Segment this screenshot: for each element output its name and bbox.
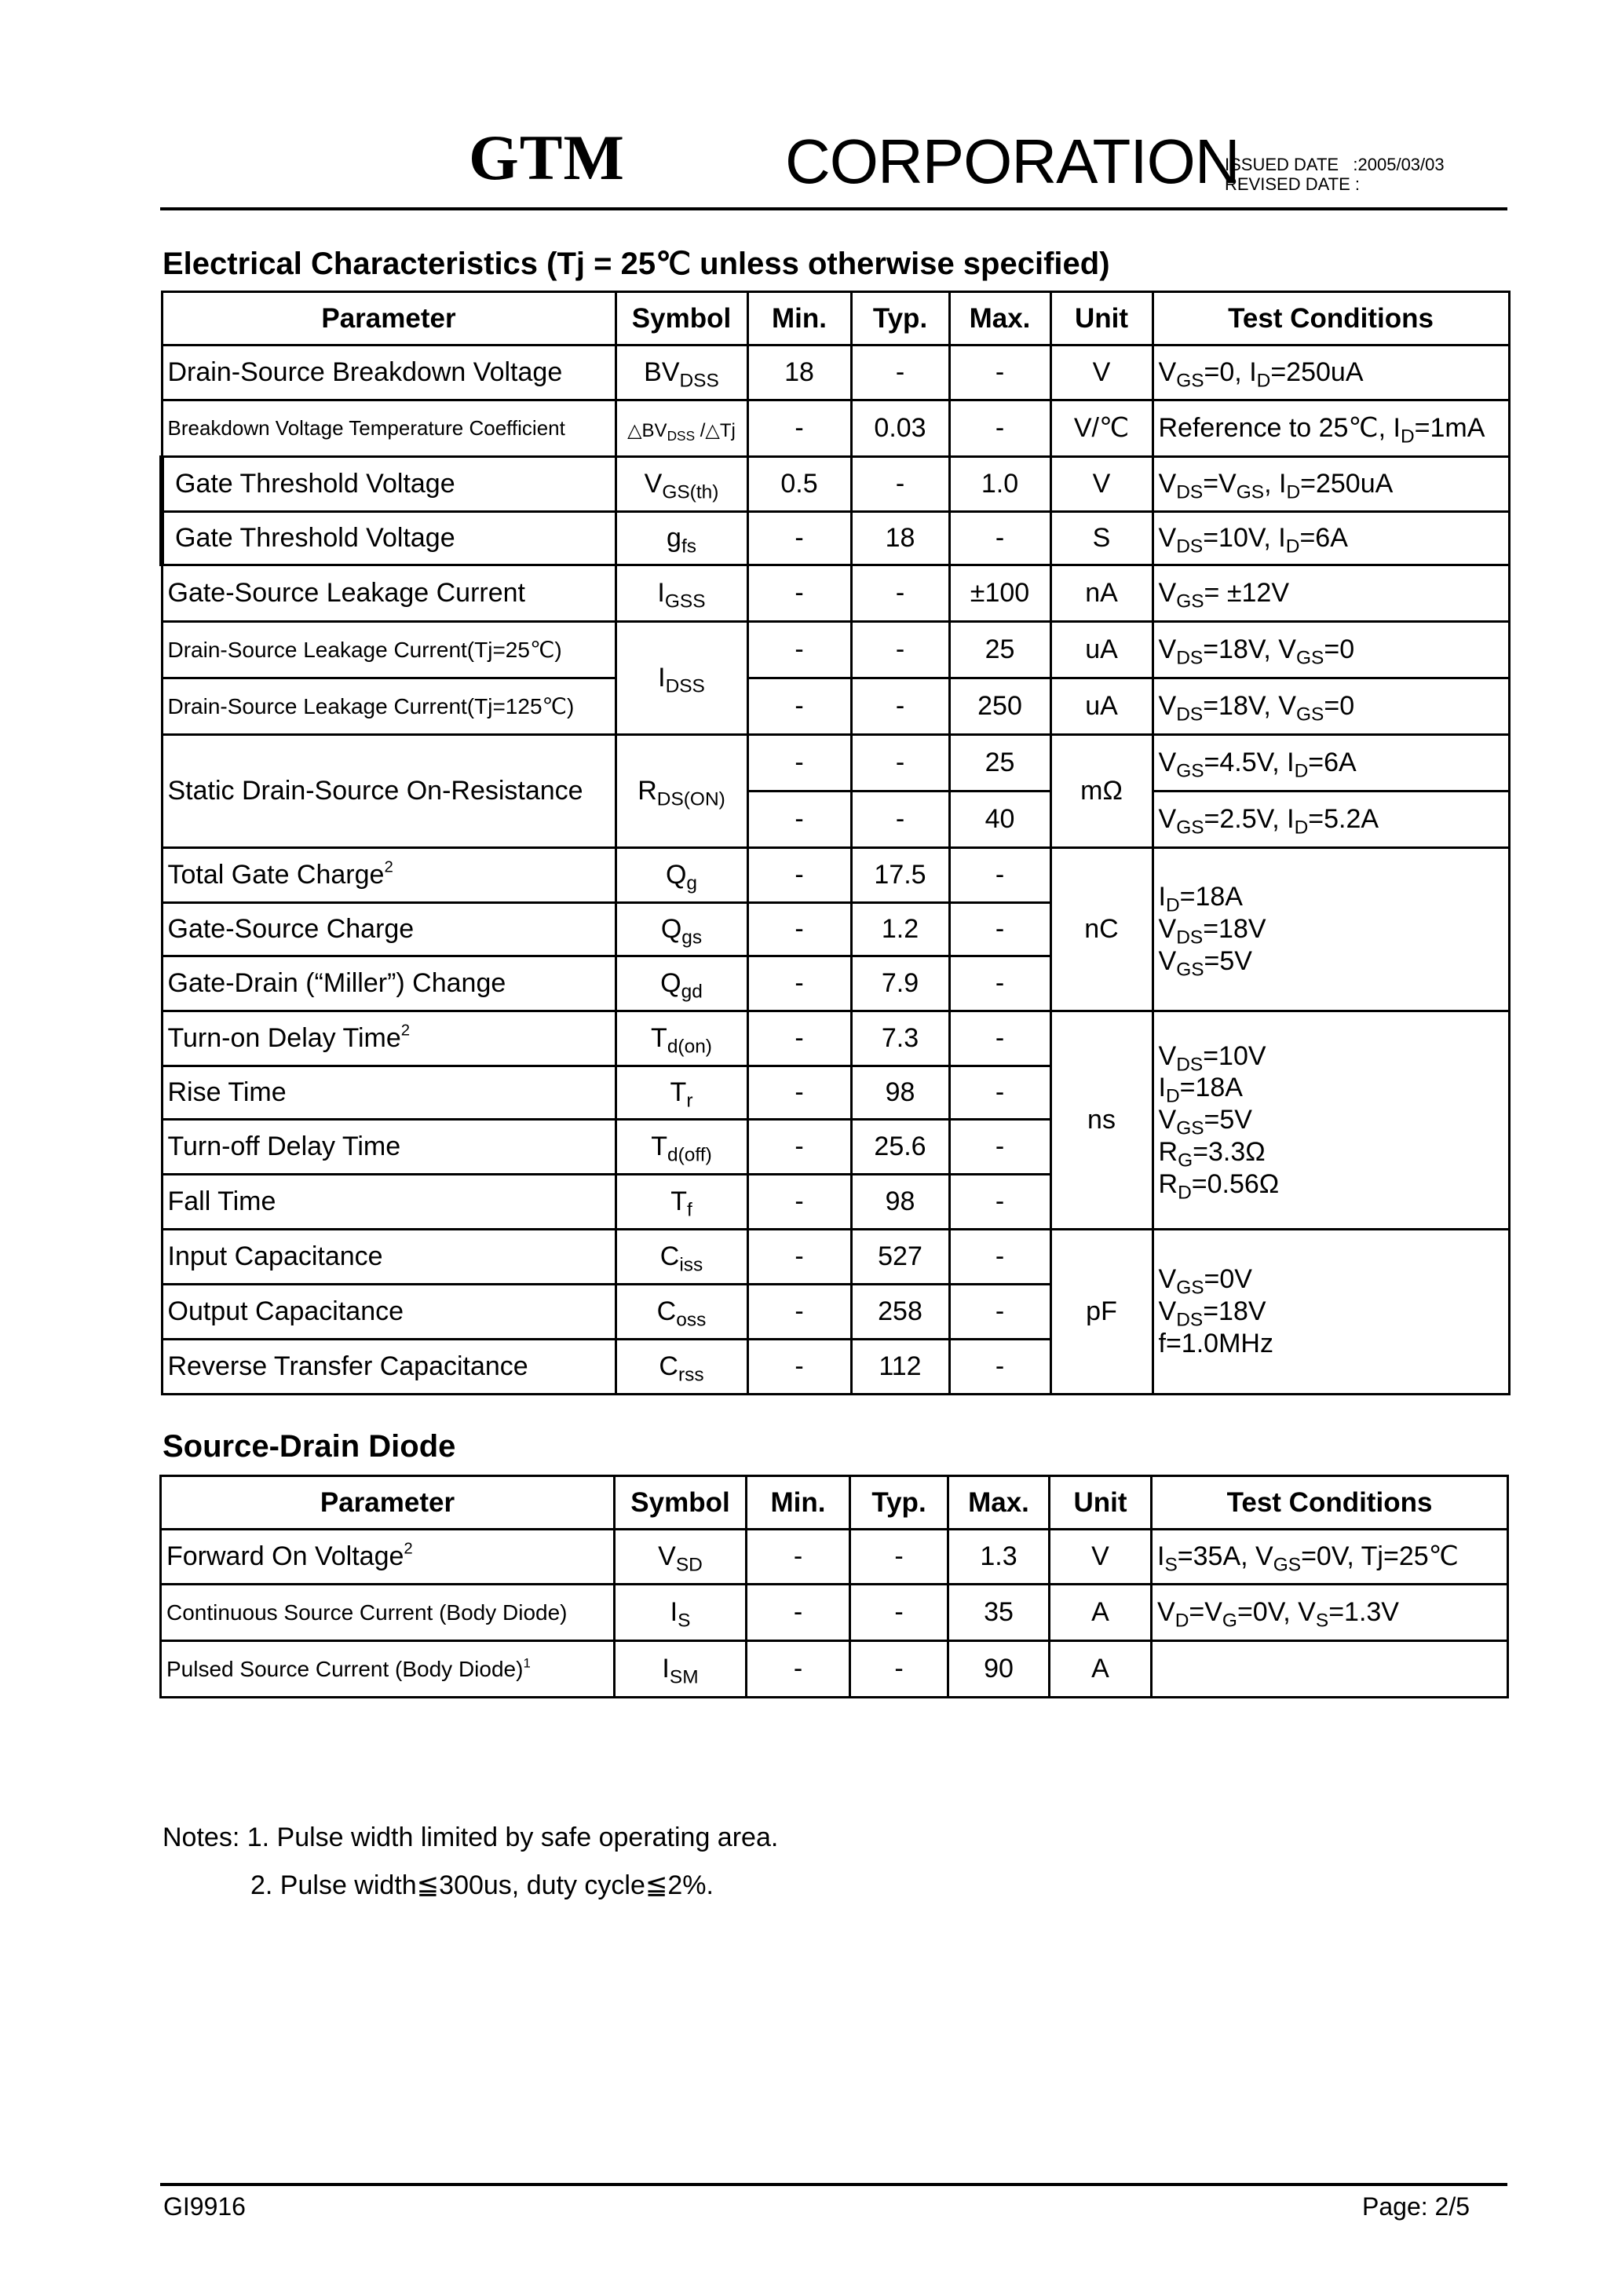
min-cell: -	[747, 1340, 851, 1395]
min-cell: -	[747, 903, 851, 956]
typ-cell: 25.6	[851, 1120, 949, 1175]
source-drain-diode-title: Source-Drain Diode	[163, 1429, 456, 1464]
min-cell: -	[747, 956, 851, 1011]
test-conditions-cell: $V_{DS}=18V$, $V_{GS}=0$	[1153, 678, 1509, 735]
max-cell: 90	[948, 1641, 1050, 1698]
notes	[163, 1814, 778, 1910]
unit-cell: V	[1050, 1530, 1152, 1585]
col-header: Typ.	[850, 1476, 948, 1530]
max-cell: 25	[949, 622, 1050, 678]
table-row	[162, 457, 1509, 512]
parameter-cell: Gate-Source Charge	[162, 903, 616, 956]
test-conditions-cell: $V_{GS}=4.5V$, $I_D=6A$	[1153, 735, 1509, 792]
table-row	[161, 1585, 1508, 1641]
max-cell: -	[949, 903, 1050, 956]
col-header: Max.	[949, 292, 1050, 345]
parameter-cell: Rise Time	[162, 1066, 616, 1120]
table-row	[162, 400, 1509, 457]
table-row	[162, 565, 1509, 622]
parameter-cell: Turn-on Delay Time$^2$	[162, 1011, 616, 1066]
symbol-cell: $V_{SD}$	[615, 1530, 747, 1585]
max-cell: -	[949, 956, 1050, 1011]
max-cell: -	[949, 1340, 1050, 1395]
parameter-cell: Forward On Voltage$^2$	[161, 1530, 615, 1585]
test-conditions-cell: $V_{GS}=0V$ $V_{DS}=18V$ f=1.0MHz	[1153, 1230, 1509, 1395]
symbol-cell: $C_{rss}$	[616, 1340, 747, 1395]
typ-cell: 7.9	[851, 956, 949, 1011]
table-row	[162, 848, 1509, 903]
parameter-cell: Gate-Source Leakage Current	[162, 565, 616, 622]
min-cell: -	[747, 1066, 851, 1120]
unit-cell: V/℃	[1050, 400, 1153, 457]
part-number: GI9916	[163, 2192, 246, 2221]
symbol-cell: $I_{GSS}$	[616, 565, 747, 622]
parameter-cell: Gate-Drain (“Miller”) Change	[162, 956, 616, 1011]
parameter-cell: Input Capacitance	[162, 1230, 616, 1285]
min-cell: -	[747, 400, 851, 457]
typ-cell: 7.3	[851, 1011, 949, 1066]
table-row	[161, 1641, 1508, 1698]
typ-cell: -	[850, 1641, 948, 1698]
table-header-row	[162, 292, 1509, 345]
col-header: Unit	[1050, 1476, 1152, 1530]
typ-cell: -	[851, 792, 949, 848]
unit-cell: V	[1050, 345, 1153, 400]
symbol-cell: $I_S$	[615, 1585, 747, 1641]
max-cell: 35	[948, 1585, 1050, 1641]
table-row	[162, 1230, 1509, 1285]
col-header: Parameter	[161, 1476, 615, 1530]
typ-cell: 527	[851, 1230, 949, 1285]
electrical-characteristics-table	[159, 291, 1511, 1395]
typ-cell: -	[850, 1585, 948, 1641]
typ-cell: 98	[851, 1175, 949, 1230]
test-conditions-cell: $V_D=V_G=0V$, $V_S=1.3V$	[1152, 1585, 1508, 1641]
symbol-cell: $Q_{gd}$	[616, 956, 747, 1011]
revised-date: REVISED DATE :	[1225, 174, 1360, 194]
unit-cell: nA	[1050, 565, 1153, 622]
col-header: Symbol	[616, 292, 747, 345]
unit-cell: uA	[1050, 622, 1153, 678]
max-cell: 1.3	[948, 1530, 1050, 1585]
parameter-cell: Breakdown Voltage Temperature Coefficient	[162, 400, 616, 457]
typ-cell: 1.2	[851, 903, 949, 956]
symbol-cell: $I_{DSS}$	[616, 622, 747, 735]
parameter-cell: Fall Time	[162, 1175, 616, 1230]
parameter-cell: Turn-off Delay Time	[162, 1120, 616, 1175]
parameter-cell: Drain-Source Leakage Current(Tj=25℃)	[162, 622, 616, 678]
parameter-cell: Pulsed Source Current (Body Diode)$^1$	[161, 1641, 615, 1698]
min-cell: -	[747, 565, 851, 622]
typ-cell: -	[851, 565, 949, 622]
max-cell: -	[949, 848, 1050, 903]
table-row	[162, 678, 1509, 735]
symbol-cell: $T_{d(on)}$	[616, 1011, 747, 1066]
parameter-cell: Continuous Source Current (Body Diode)	[161, 1585, 615, 1641]
unit-cell: S	[1050, 512, 1153, 565]
min-cell: -	[747, 622, 851, 678]
col-header: Symbol	[615, 1476, 747, 1530]
min-cell: -	[747, 678, 851, 735]
electrical-characteristics-title: Electrical Characteristics (Tj = 25℃ unless otherwise specified)	[163, 247, 1110, 281]
min-cell: -	[747, 1585, 850, 1641]
unit-cell: V	[1050, 457, 1153, 512]
test-conditions-cell: $V_{GS}=0$, $I_D=250uA$	[1153, 345, 1509, 400]
symbol-cell: $C_{oss}$	[616, 1285, 747, 1340]
symbol-cell: $g_{fs}$	[616, 512, 747, 565]
max-cell: 1.0	[949, 457, 1050, 512]
test-conditions-cell: $V_{GS}=2.5V$, $I_D=5.2A$	[1153, 792, 1509, 848]
col-header: Min.	[747, 292, 851, 345]
test-conditions-cell: $V_{DS}=10V$, $I_D=6A$	[1153, 512, 1509, 565]
table-row	[162, 735, 1509, 792]
table-row	[162, 512, 1509, 565]
typ-cell: -	[851, 735, 949, 792]
min-cell: -	[747, 735, 851, 792]
table-row	[162, 622, 1509, 678]
typ-cell: -	[851, 678, 949, 735]
col-header: Test Conditions	[1153, 292, 1509, 345]
col-header: Max.	[948, 1476, 1050, 1530]
typ-cell: 17.5	[851, 848, 949, 903]
symbol-cell: $T_r$	[616, 1066, 747, 1120]
max-cell: 250	[949, 678, 1050, 735]
parameter-cell: Gate Threshold Voltage	[162, 457, 616, 512]
source-drain-diode-table	[159, 1475, 1509, 1698]
table-row	[162, 345, 1509, 400]
symbol-cell: $T_{d(off)}$	[616, 1120, 747, 1175]
table-header-row	[161, 1476, 1508, 1530]
min-cell: -	[747, 1530, 850, 1585]
max-cell: 40	[949, 792, 1050, 848]
parameter-cell: Reverse Transfer Capacitance	[162, 1340, 616, 1395]
max-cell: -	[949, 1066, 1050, 1120]
header-rule	[160, 207, 1507, 210]
min-cell: 18	[747, 345, 851, 400]
min-cell: -	[747, 848, 851, 903]
symbol-cell: $Q_{gs}$	[616, 903, 747, 956]
symbol-cell: $I_{SM}$	[615, 1641, 747, 1698]
symbol-cell: $R_{DS(ON)}$	[616, 735, 747, 848]
symbol-cell: $V_{GS(th)}$	[616, 457, 747, 512]
parameter-cell: Drain-Source Breakdown Voltage	[162, 345, 616, 400]
col-header: Min.	[747, 1476, 850, 1530]
table-row	[161, 1530, 1508, 1585]
test-conditions-cell: $V_{DS}=18V$, $V_{GS}=0$	[1153, 622, 1509, 678]
typ-cell: 0.03	[851, 400, 949, 457]
min-cell: -	[747, 1175, 851, 1230]
company-name: CORPORATION	[785, 126, 1240, 196]
typ-cell: 98	[851, 1066, 949, 1120]
table-row	[162, 1011, 1509, 1066]
company-logo: GTM	[469, 122, 625, 193]
max-cell: -	[949, 1285, 1050, 1340]
unit-cell: ns	[1050, 1011, 1153, 1230]
col-header: Parameter	[162, 292, 616, 345]
max-cell: -	[949, 1120, 1050, 1175]
symbol-cell: $\triangle BV_{DSS}$ /△Tj	[616, 400, 747, 457]
test-conditions-cell: $V_{DS}=V_{GS}$, $I_D=250uA$	[1153, 457, 1509, 512]
min-cell: 0.5	[747, 457, 851, 512]
max-cell: 25	[949, 735, 1050, 792]
max-cell: -	[949, 512, 1050, 565]
max-cell: -	[949, 1175, 1050, 1230]
unit-cell: A	[1050, 1585, 1152, 1641]
min-cell: -	[747, 512, 851, 565]
typ-cell: 258	[851, 1285, 949, 1340]
max-cell: -	[949, 345, 1050, 400]
symbol-cell: $BV_{DSS}$	[616, 345, 747, 400]
test-conditions-cell: $V_{GS}= \pm 12V$	[1153, 565, 1509, 622]
symbol-cell: $T_f$	[616, 1175, 747, 1230]
unit-cell: pF	[1050, 1230, 1153, 1395]
min-cell: -	[747, 1011, 851, 1066]
typ-cell: -	[851, 345, 949, 400]
min-cell: -	[747, 1285, 851, 1340]
test-conditions-cell: $I_S=35A$, $V_{GS}=0V$, Tj=25℃	[1152, 1530, 1508, 1585]
unit-cell: A	[1050, 1641, 1152, 1698]
unit-cell: mΩ	[1050, 735, 1153, 848]
max-cell: ±100	[949, 565, 1050, 622]
page-number: Page: 2/5	[1362, 2192, 1470, 2221]
typ-cell: -	[850, 1530, 948, 1585]
col-header: Test Conditions	[1152, 1476, 1508, 1530]
note-1: Notes: 1. Pulse width limited by safe operating area.	[163, 1823, 779, 1852]
issued-date: ISSUED DATE :2005/03/03	[1225, 155, 1445, 174]
footer-rule	[160, 2183, 1507, 2186]
col-header: Typ.	[851, 292, 949, 345]
test-conditions-cell: Reference to 25℃, $I_D=1mA$	[1153, 400, 1509, 457]
typ-cell: 112	[851, 1340, 949, 1395]
max-cell: -	[949, 1011, 1050, 1066]
min-cell: -	[747, 1641, 850, 1698]
col-header: Unit	[1050, 292, 1153, 345]
typ-cell: -	[851, 457, 949, 512]
min-cell: -	[747, 1120, 851, 1175]
test-conditions-cell: $V_{DS}=10V$ $I_D=18A$ $V_{GS}=5V$ $R_G=3.3\Omega$ $R_D=0.56\Omega$	[1153, 1011, 1509, 1230]
parameter-cell: Static Drain-Source On-Resistance	[162, 735, 616, 848]
parameter-cell: Gate Threshold Voltage	[162, 512, 616, 565]
parameter-cell: Output Capacitance	[162, 1285, 616, 1340]
min-cell: -	[747, 792, 851, 848]
symbol-cell: $C_{iss}$	[616, 1230, 747, 1285]
symbol-cell: $Q_g$	[616, 848, 747, 903]
typ-cell: -	[851, 622, 949, 678]
parameter-cell: Total Gate Charge$^2$	[162, 848, 616, 903]
parameter-cell: Drain-Source Leakage Current(Tj=125℃)	[162, 678, 616, 735]
test-conditions-cell: $I_D=18A$ $V_{DS}=18V$ $V_{GS}=5V$	[1153, 848, 1509, 1011]
max-cell: -	[949, 1230, 1050, 1285]
test-conditions-cell	[1152, 1641, 1508, 1698]
typ-cell: 18	[851, 512, 949, 565]
min-cell: -	[747, 1230, 851, 1285]
unit-cell: nC	[1050, 848, 1153, 1011]
note-2: 2. Pulse width≦300us, duty cycle≦2%.	[250, 1870, 714, 1901]
unit-cell: uA	[1050, 678, 1153, 735]
max-cell: -	[949, 400, 1050, 457]
